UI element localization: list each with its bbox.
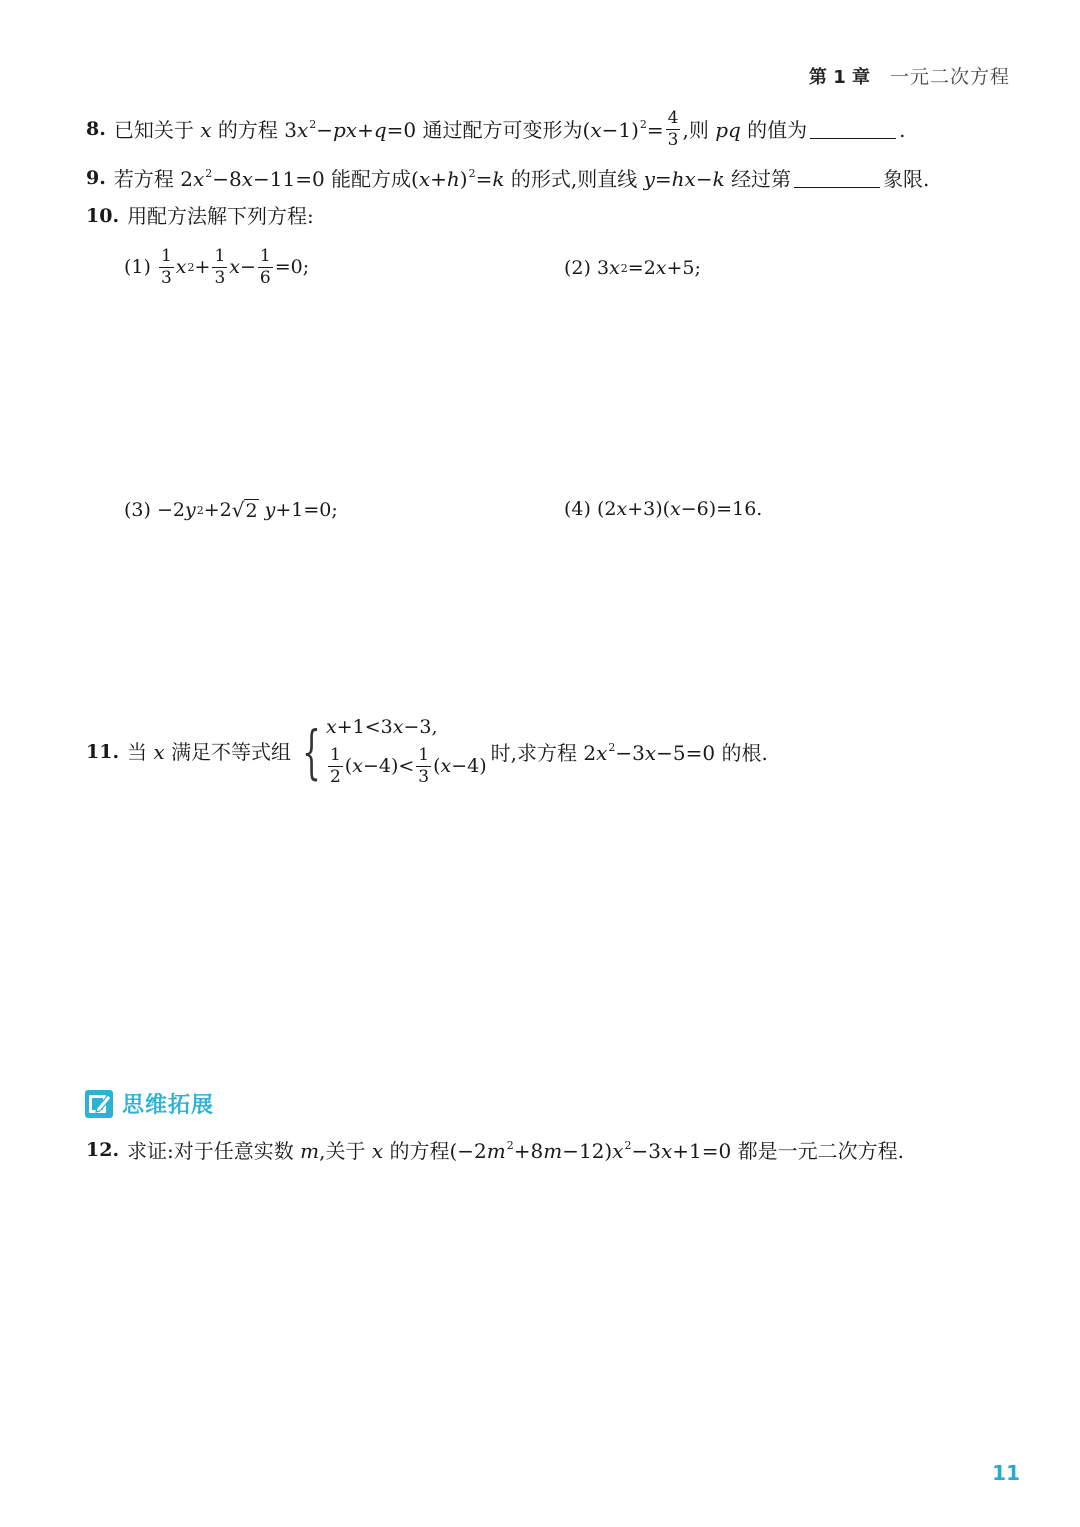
- q10-part-3: (3) −2 y 2 +2 √2 y +1=0;: [124, 498, 338, 522]
- answer-blank[interactable]: [810, 120, 896, 139]
- q10-part-4: (4) (2 x +3)( x −6)=16.: [564, 498, 763, 520]
- square-root: √2: [231, 498, 258, 522]
- q9-text: 若方程 $2x^2-8x-11=0$ 能配方成$(x+h)^2=k$ 的形式,则直线 y=hx−k 经过第: [113, 167, 792, 191]
- part-label: (4): [564, 498, 591, 520]
- question-12: [86, 1140, 904, 1161]
- period: .: [899, 117, 906, 142]
- question-8: [86, 110, 906, 149]
- brace-icon: {: [302, 718, 321, 786]
- chapter-header: [809, 62, 1010, 89]
- q9-tail: 象限.: [883, 166, 930, 191]
- part-label: (3): [124, 499, 151, 521]
- answer-blank[interactable]: [794, 169, 880, 188]
- part-label: (1): [124, 256, 151, 278]
- question-number: 8.: [86, 118, 106, 140]
- question-9: [86, 168, 929, 189]
- pencil-note-icon: [84, 1089, 114, 1119]
- section-title: 思维拓展: [122, 1093, 215, 1118]
- q12-text: 求证:对于任意实数 m,关于 x 的方程$(-2m^2+8m-12)x^2-3x+1=0$ 都是一元二次方程.: [127, 1139, 904, 1163]
- fraction: $\frac{4}{3}$: [667, 108, 679, 150]
- question-11: [86, 718, 768, 786]
- q10-part-1: (1) $\frac{1}{3}$ x 2 + $\frac{1}{3}$ x − $\frac{1}{6}$ =0;: [124, 246, 310, 288]
- q11-text-tail: 时,求方程 $2x^2-3x-5=0$ 的根.: [490, 740, 768, 765]
- part-label: (2): [564, 257, 591, 279]
- chapter-title: 一元二次方程: [889, 66, 1010, 88]
- question-number: 10.: [86, 204, 120, 227]
- page-number: 11: [992, 1461, 1020, 1485]
- inequality-1: x +1<3 x −3,: [325, 716, 438, 738]
- inequality-2: $\frac{1}{2}$ ( x −4)< $\frac{1}{3}$ ( x −4): [329, 745, 487, 787]
- question-number: 9.: [86, 167, 106, 189]
- chapter-number: 第 1 章: [808, 67, 870, 88]
- question-number: 11.: [86, 740, 120, 763]
- q10-part-2: (2) 3 x 2 =2 x +5;: [564, 257, 701, 279]
- inequality-system: [293, 718, 487, 786]
- section-header: [84, 1088, 214, 1119]
- q11-text: 当 x 满足不等式组: [127, 740, 292, 764]
- q10-prompt: 用配方法解下列方程:: [127, 204, 314, 228]
- q8-text-tail: ,则 pq 的值为: [682, 117, 808, 142]
- question-number: 12.: [86, 1139, 120, 1161]
- q8-text: 已知关于 x 的方程 $3x^2-px+q=0$ 通过配方可变形为$(x-1)^2=$: [113, 118, 664, 142]
- question-10: [86, 206, 314, 226]
